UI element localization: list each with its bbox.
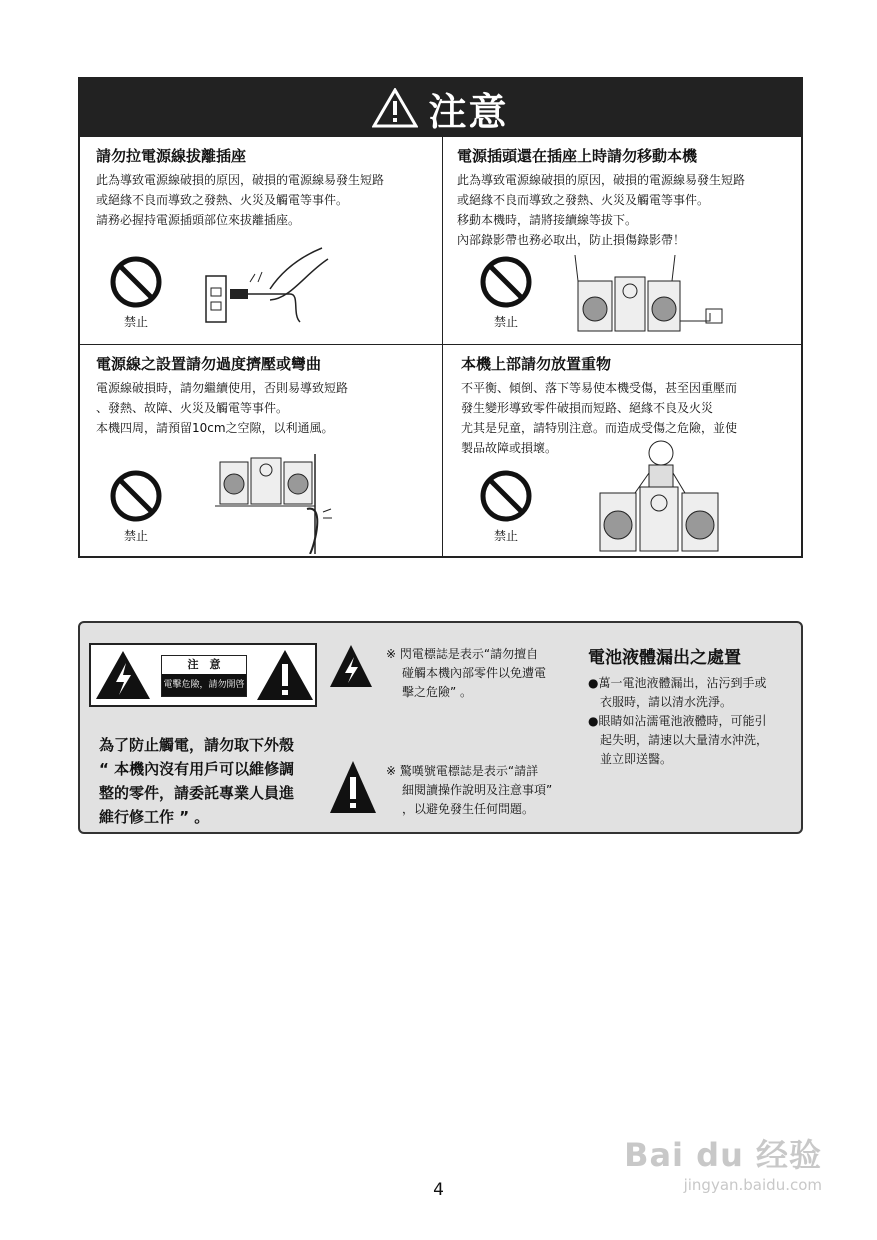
cell-text: 或絕緣不良而導致之發熱、火災及觸電等事件。 — [457, 193, 710, 207]
caution-line: “ 本機內沒有用戶可以維修調 — [99, 760, 295, 778]
caution-panel — [78, 621, 803, 834]
lightning-symbol-icon — [328, 643, 374, 689]
unplug-illustration — [200, 244, 330, 329]
prohibited-icon — [109, 469, 163, 523]
prohibit-label: 禁止 — [493, 315, 518, 329]
caution-label-box — [89, 643, 317, 707]
cell-text: 移動本機時，請將接續線等拔下。 — [457, 213, 638, 227]
warning-cell-unplug — [96, 145, 436, 230]
prohibited-icon — [109, 255, 163, 309]
prohibit-label: 禁止 — [123, 315, 148, 329]
cell-text: 不平衡、傾倒、落下等易使本機受傷，甚至因重壓而 — [461, 381, 738, 395]
cell-text: 或絕緣不良而導致之發熱、火災及觸電等事件。 — [96, 193, 349, 207]
child-on-stereo-illustration — [595, 437, 725, 553]
cell-text: 此為導致電源線破損的原因，破損的電源線易發生短路 — [457, 173, 746, 187]
prohibited-icon — [479, 255, 533, 309]
warning-cell-move — [457, 145, 797, 250]
divider-vertical — [442, 137, 443, 558]
prohibit-sign — [106, 255, 166, 330]
prohibit-sign — [106, 469, 166, 544]
cell-heading: 電源線之設置請勿過度擠壓或彎曲 — [96, 355, 322, 373]
lightning-triangle-icon — [94, 649, 152, 701]
warning-cell-cable — [96, 353, 436, 438]
stereo-move-illustration — [570, 251, 730, 333]
cell-text: 內部錄影帶也務必取出，防止損傷錄影帶！ — [457, 233, 686, 247]
cell-text: 製品故障或損壞。 — [461, 441, 558, 455]
cell-text: 本機四周，請預留10cm之空隙，以利通風。 — [96, 421, 334, 435]
prohibited-icon — [479, 469, 533, 523]
battery-line: 並立即送醫。 — [600, 752, 673, 766]
cell-text: 發生變形導致零件破損而短路、絕緣不良及火災 — [461, 401, 714, 415]
caution-label-top: 注 意 — [162, 656, 246, 674]
battery-line: 起失明，請速以大量清水沖洗， — [600, 733, 769, 747]
watermark-brand: Bai du 经验 — [624, 1136, 822, 1174]
warning-panel — [78, 77, 803, 558]
battery-section — [588, 643, 798, 769]
cable-bend-illustration — [215, 454, 365, 554]
note-line: ※ 閃電標誌是表示“請勿擅自 — [386, 647, 539, 661]
divider-horizontal — [80, 344, 801, 345]
note-line: 細閱讀操作說明及注意事項” — [402, 783, 553, 797]
note-line: ※ 驚嘆號電標誌是表示“請詳 — [386, 764, 539, 778]
prohibit-label: 禁止 — [493, 529, 518, 543]
watermark-url: jingyan.baidu.com — [683, 1176, 822, 1194]
prohibit-sign — [476, 469, 536, 544]
left-caution-text — [99, 733, 329, 829]
caution-line: 整的零件，請委託專業人員進 — [99, 784, 295, 802]
cell-heading: 請勿拉電源線拔離插座 — [96, 147, 247, 165]
caution-line: 維行修工作 ” 。 — [99, 808, 210, 826]
prohibit-label: 禁止 — [123, 529, 148, 543]
cell-text: 此為導致電源線破損的原因，破損的電源線易發生短路 — [96, 173, 385, 187]
lightning-note — [386, 645, 586, 702]
caution-label-bottom: 電擊危險，請勿開啓 — [162, 674, 246, 696]
cell-text: 、發熱、故障、火災及觸電等事件。 — [96, 401, 289, 415]
cell-heading: 本機上部請勿放置重物 — [461, 355, 612, 373]
note-line: 碰觸本機內部零件以免遭電 — [402, 666, 547, 680]
note-line: ，以避免發生任何問題。 — [402, 802, 535, 816]
warning-title: 注意 — [428, 89, 509, 134]
battery-line: 衣服時，請以清水洗淨。 — [600, 695, 733, 709]
cell-heading: 電源插頭還在插座上時請勿移動本機 — [457, 147, 698, 165]
exclamation-symbol-icon — [328, 759, 378, 815]
cell-text: 電源線破損時，請勿繼續使用，否則易導致短路 — [96, 381, 349, 395]
note-line: 擊之危險” 。 — [402, 685, 473, 699]
prohibit-sign — [476, 255, 536, 330]
battery-line: ●萬一電池液體漏出，沾污到手或 — [588, 676, 767, 690]
caution-line: 為了防止觸電，請勿取下外殼 — [99, 736, 295, 754]
exclamation-note — [386, 762, 596, 819]
warning-triangle-icon — [372, 88, 418, 128]
battery-line: ●眼睛如沾濡電池液體時，可能引 — [588, 714, 767, 728]
caution-label — [161, 655, 247, 697]
cell-text: 尤其是兒童，請特別注意。而造成受傷之危險，並使 — [461, 421, 738, 435]
battery-title: 電池液體漏出之處置 — [588, 648, 741, 668]
cell-text: 請務必握持電源插頭部位來拔離插座。 — [96, 213, 301, 227]
page-number: 4 — [433, 1180, 444, 1200]
exclamation-triangle-icon — [255, 648, 315, 702]
warning-header — [80, 79, 801, 137]
